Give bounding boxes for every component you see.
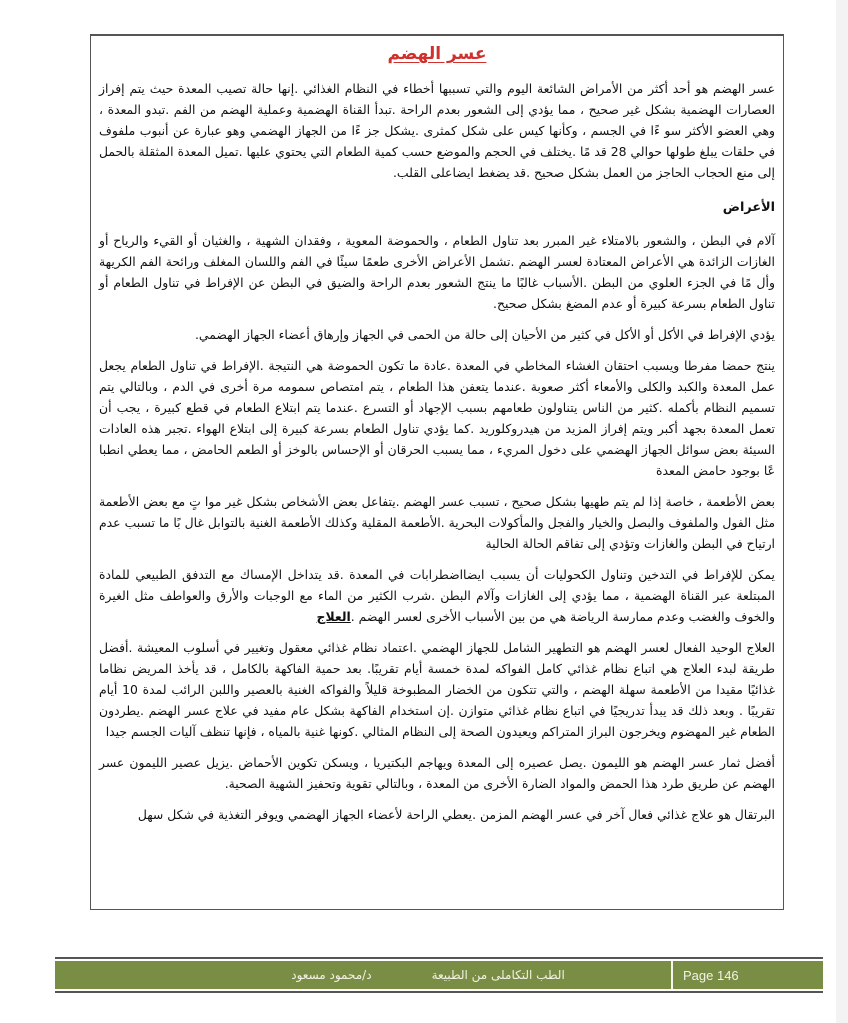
- footer-author: د/محمود مسعود: [291, 968, 372, 982]
- document-title: عسر الهضم: [387, 44, 487, 64]
- page-number-label: Page 146: [683, 967, 739, 983]
- viewer-gutter: [836, 0, 848, 1023]
- page-content-frame: [90, 34, 784, 910]
- footer-page-number: [673, 961, 823, 989]
- causes-paragraph-1: يؤدي الإفراط في الأكل أو الأكل في كثير من الأحيان إلى حالة من الحمى في الجهاز وإرهاق أعضاء الجهاز الهضمي.: [194, 327, 775, 342]
- treatment-heading: العلاج: [316, 609, 351, 624]
- symptoms-paragraph: آلام في البطن ، والشعور بالامتلاء غير المبرر بعد تناول الطعام ، والحموضة المعوية ، وفقدان الشهية ، والغثيان أو القيء والرياح أو الغازات الزائدة هي الأعراض المعتادة لعسر الهضم .تشمل الأعراض الأخرى طعمًا سيئًا في الفم واللسان المغلف ورائحة الفم الكريهة وأل مًا في الجزء العلوي من البطن .الأسباب غالبًا ما ينتج الشعور بعدم الراحة والضيق في البطن عن الإفراط في تناول الطعام أو تناول الطعام بسرعة كبيرة أو عدم المضغ بشكل صحيح.: [99, 233, 775, 311]
- causes-paragraph-3: بعض الأطعمة ، خاصة إذا لم يتم طهيها بشكل صحيح ، تسبب عسر الهضم .يتفاعل بعض الأشخاص بشكل غير موا تٍ مع بعض الأطعمة مثل الفول والملفوف والبصل والخيار والفجل والمأكولات البحرية .الأطعمة المقلية وكذلك الأطعمة الغنية بالتوابل غال بًا ما تسبب عدم ارتياح في البطن والغازات وتؤدي إلى تفاقم الحالة الحالية: [99, 494, 775, 551]
- page-footer: [55, 957, 823, 993]
- causes-paragraph-2: ينتج حمضا مفرطا ويسبب احتقان الغشاء المخاطي في المعدة .عادة ما تكون الحموضة هي النتيجة .الإفراط في تناول الطعام يجعل عمل المعدة والكبد والكلى والأمعاء أكثر صعوبة .عندما يتعفن هذا الطعام ، يتم امتصاص سمومه مرة أخرى في الدم ، وبالتالي يتم تسميم النظام بأكمله .كثير من الناس يتناولون طعامهم بسبب الإجهاد أو التسرع .عندما يتم ابتلاع الطعام في قطع كبيرة ، يجب أن تعمل المعدة بجهد أكبر ويتم إفراز المزيد من هيدروكلوريد .كما يؤدي تناول الطعام بسرعة كبيرة إلى ابتلاع الهواء .تجبر هذه العادات السيئة بعض سوائل الجهاز الهضمي على دخول المريء ، مما يسبب الحرقان أو الإحساس بالوخز أو الطعم الحامض ، مما يعطي انطبا عًا بوجود حامض المعدة: [99, 358, 775, 478]
- document-body: [91, 36, 783, 825]
- footer-band: [55, 961, 823, 989]
- footer-title-block: [55, 961, 673, 989]
- treatment-paragraph-2: أفضل ثمار عسر الهضم هو الليمون .يصل عصيره إلى المعدة ويهاجم البكتيريا ، ويسكن تكوين الأحماض .يزيل عصير الليمون عسر الهضم عن طريق طرد هذا الحمض والمواد الضارة الأخرى من المعدة ، وبالتالي تقوية وتحفيز الشهية الصحية.: [99, 755, 775, 791]
- treatment-paragraph-3: البرتقال هو علاج غذائي فعال آخر في عسر الهضم المزمن .يعطي الراحة لأعضاء الجهاز الهضمي ويوفر التغذية في شكل سهل: [137, 807, 775, 822]
- causes-paragraph-4: [99, 564, 775, 627]
- treatment-paragraph-1: العلاج الوحيد الفعال لعسر الهضم هو التطهير الشامل للجهاز الهضمي .اعتماد نظام غذائي معقول وتغيير في أسلوب المعيشة .أفضل طريقة لبدء العلاج هي اتباع نظام غذائي كامل الفواكه لمدة خمسة أيام تقريبًا. بعد حمية الفاكهة بالكامل ، قد يأخذ المريض نظاما غذائيًا مقيدا من الأطعمة سهلة الهضم ، والتي تتكون من الخضار المطبوخة قليلاً والفواكه الغنية بالعصير واللبن الرائب لمدة 10 أيام تقريبًا . وبعد ذلك قد يبدأ تدريجيًا في اتباع نظام غذائي متوازن .إن استخدام الفاكهة بشكل عام مفيد في علاج عسر الهضم .يطردون الطعام غير المهضوم ويخرجون البراز المتراكم ويعيدون الصحة إلى النظام المثالي .كونها غنية بالمياه ، فإنها تنظف آليات الجسم جيدا: [99, 640, 775, 739]
- intro-paragraph: عسر الهضم هو أحد أكثر من الأمراض الشائعة اليوم والتي تسببها أخطاء في النظام الغذائي .إنها حالة تصيب المعدة حيث يتم إفراز العصارات الهضمية بشكل غير صحيح ، مما يؤدي إلى الشعور بعدم الراحة .تبدأ القناة الهضمية وعملية الهضم من الفم .تبدو المعدة ، وهي العضو الأكثر سو ءًا في الجسم ، وكأنها كيس على شكل كمثرى .يشكل جز ءًا من الجهاز الهضمي وهو عبارة عن أنبوب ملفوف في حلقات يبلغ طولها حوالي 28 قد مًا .يختلف في الحجم والموضع حسب كمية الطعام التي يحتوي عليها .تميل المعدة المثقلة بالحمل إلى منع الحجاب الحاجز من العمل بشكل صحيح .قد يضغط ايضاعلى القلب.: [99, 81, 775, 180]
- symptoms-heading: الأعراض: [722, 200, 775, 215]
- causes-paragraph-4-text: يمكن للإفراط في التدخين وتناول الكحوليات أن يسبب ايضااضطرابات في المعدة .قد يتداخل الإمساك مع التدفق الطبيعي للمادة المبتلعة عبر القناة الهضمية ، مما يؤدي إلى الغازات وآلام البطن .شرب الكثير من الماء مع الوجبات والأرق والعواطف مثل الغيرة والخوف والغضب وعدم ممارسة الرياضة هي من بين الأسباب الأخرى لعسر الهضم .: [99, 567, 775, 624]
- footer-book-title: الطب التكاملى من الطبيعة: [431, 968, 565, 982]
